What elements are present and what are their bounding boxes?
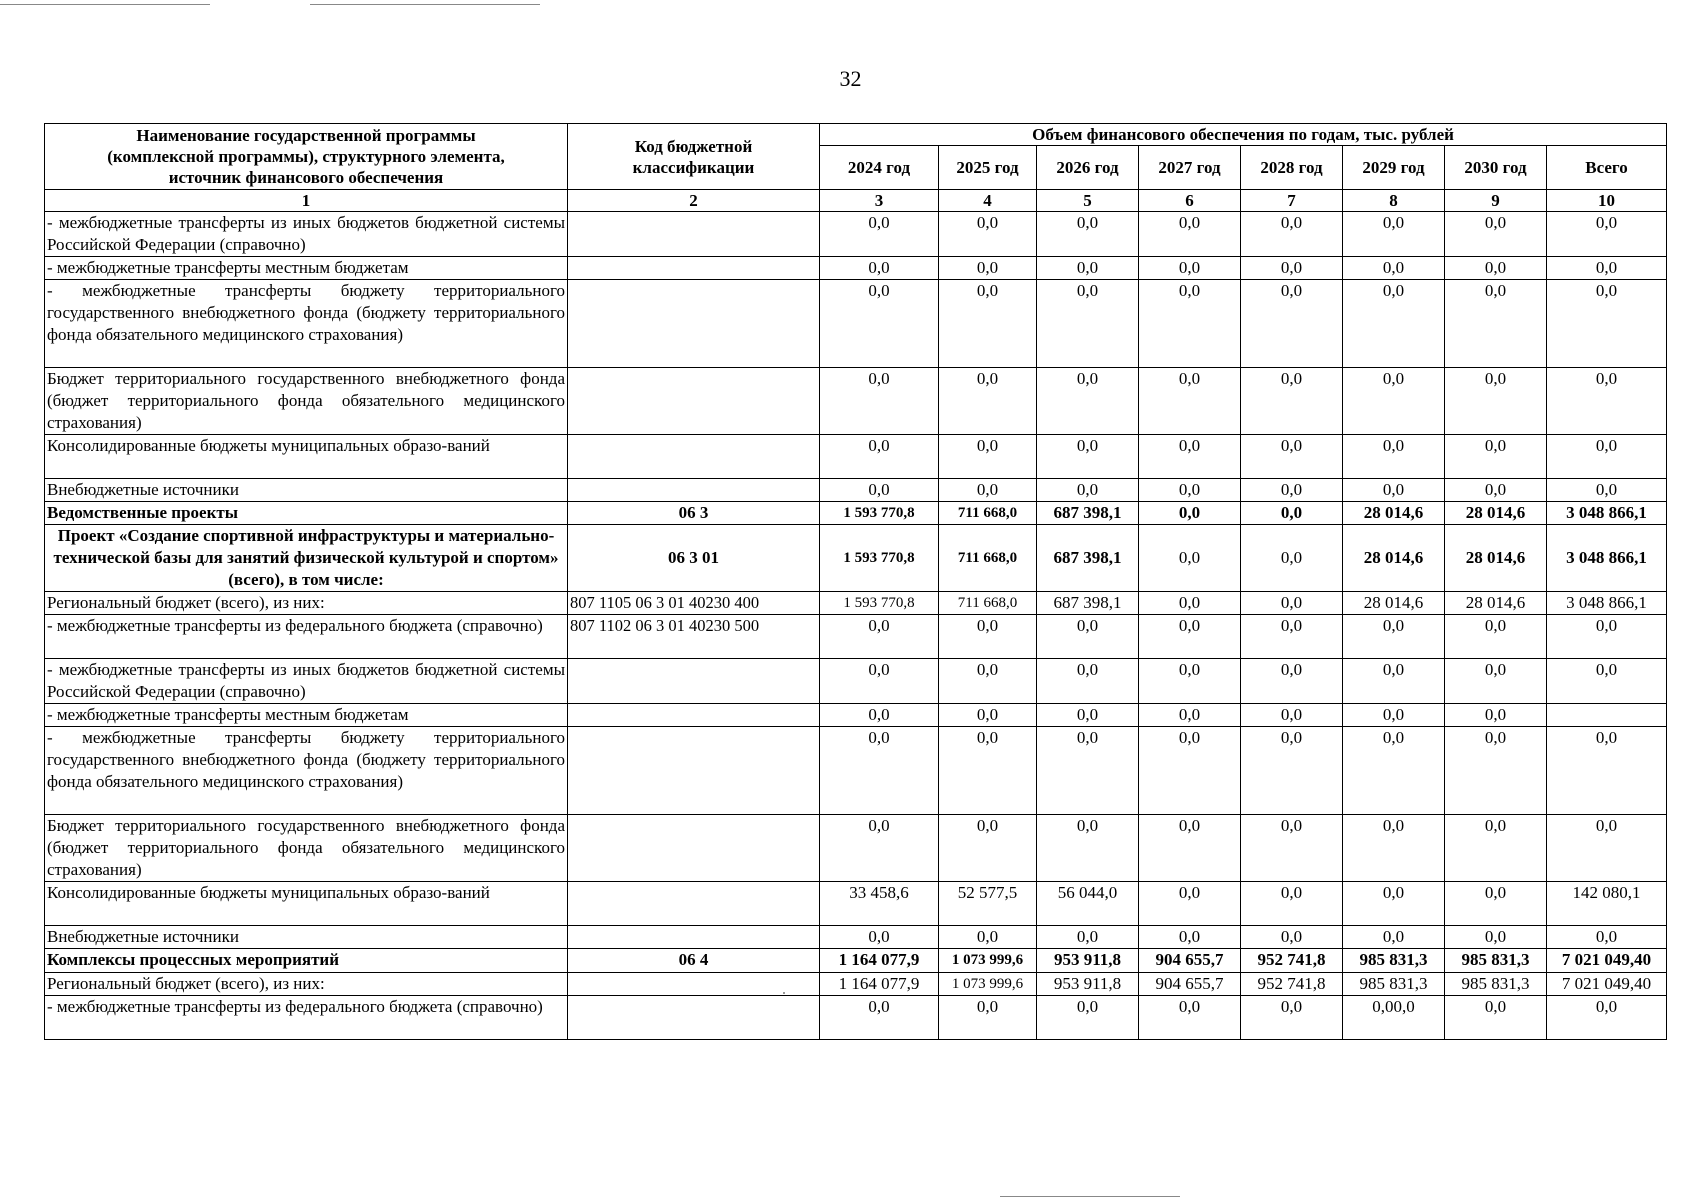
row-value-cell: 0,0 xyxy=(1343,368,1445,435)
row-value-cell: 0,0 xyxy=(1241,882,1343,926)
row-code-cell xyxy=(568,479,820,502)
header-total: Всего xyxy=(1547,146,1667,190)
scan-edge-line xyxy=(310,4,540,5)
row-value-cell: 0,0 xyxy=(820,479,939,502)
row-value-cell: 1 073 999,6 xyxy=(939,949,1037,973)
row-value-cell: 0,0 xyxy=(1445,435,1547,479)
header-year: 2030 год xyxy=(1445,146,1547,190)
budget-table xyxy=(44,123,1667,1040)
row-total-cell: 7 021 049,40 xyxy=(1547,949,1667,973)
row-value-cell: 0,0 xyxy=(1343,257,1445,280)
row-value-cell: 0,0 xyxy=(820,659,939,704)
table-row xyxy=(45,615,1667,659)
row-value-cell: 0,0 xyxy=(939,368,1037,435)
row-value-cell: 0,0 xyxy=(820,435,939,479)
row-total-cell: 3 048 866,1 xyxy=(1547,525,1667,592)
row-value-cell: 0,0 xyxy=(1445,257,1547,280)
row-value-cell: 0,0 xyxy=(1343,212,1445,257)
header-year: 2026 год xyxy=(1037,146,1139,190)
row-name-cell: - межбюджетные трансферты из федерального бюджета (справочно) xyxy=(45,615,568,659)
row-value-cell: 0,0 xyxy=(1139,368,1241,435)
row-value-cell: 0,0 xyxy=(939,257,1037,280)
table-row xyxy=(45,435,1667,479)
row-value-cell: 0,0 xyxy=(1241,368,1343,435)
row-value-cell: 0,0 xyxy=(1139,882,1241,926)
row-value-cell: 0,0 xyxy=(1343,882,1445,926)
row-value-cell: 0,0 xyxy=(1139,502,1241,525)
row-value-cell: 0,0 xyxy=(1139,435,1241,479)
row-value-cell: 904 655,7 xyxy=(1139,949,1241,973)
row-name-cell: Консолидированные бюджеты муниципальных образо-ваний xyxy=(45,435,568,479)
header-year: 2025 год xyxy=(939,146,1037,190)
row-code-cell xyxy=(568,435,820,479)
page-number: 32 xyxy=(839,66,862,91)
row-value-cell: 0,0 xyxy=(1139,212,1241,257)
row-code-cell xyxy=(568,996,820,1040)
row-value-cell: 0,0 xyxy=(1037,659,1139,704)
table-row xyxy=(45,592,1667,615)
row-value-cell: 0,0 xyxy=(1445,659,1547,704)
row-value-cell: 0,0 xyxy=(1037,435,1139,479)
row-total-cell: 0,0 xyxy=(1547,257,1667,280)
row-value-cell: 0,0 xyxy=(1037,704,1139,727)
row-name-cell: Ведомственные проекты xyxy=(45,502,568,525)
column-number: 10 xyxy=(1547,190,1667,212)
row-value-cell: 0,0 xyxy=(1139,257,1241,280)
table-row xyxy=(45,973,1667,996)
row-total-cell: 0,0 xyxy=(1547,615,1667,659)
row-value-cell: 0,0 xyxy=(1241,280,1343,368)
row-value-cell: 0,0 xyxy=(939,926,1037,949)
row-code-cell xyxy=(568,882,820,926)
column-number: 6 xyxy=(1139,190,1241,212)
column-number: 8 xyxy=(1343,190,1445,212)
row-name-cell: Проект «Создание спортивной инфраструктуры и материально-технической базы для занятий физической культурой и спортом» (всего), в том числе: xyxy=(45,525,568,592)
row-value-cell: 0,0 xyxy=(1241,502,1343,525)
row-value-cell: 0,00,0 xyxy=(1343,996,1445,1040)
table-row xyxy=(45,704,1667,727)
row-value-cell: 1 164 077,9 xyxy=(820,949,939,973)
row-value-cell: 0,0 xyxy=(1037,815,1139,882)
row-value-cell: 28 014,6 xyxy=(1343,592,1445,615)
row-value-cell: 0,0 xyxy=(1445,926,1547,949)
row-value-cell: 0,0 xyxy=(1241,815,1343,882)
row-value-cell: 0,0 xyxy=(820,815,939,882)
row-value-cell: 0,0 xyxy=(1445,479,1547,502)
row-total-cell xyxy=(1547,704,1667,727)
row-code-cell xyxy=(568,815,820,882)
row-value-cell: 0,0 xyxy=(820,280,939,368)
row-value-cell: 0,0 xyxy=(820,212,939,257)
row-value-cell: 28 014,6 xyxy=(1445,525,1547,592)
row-value-cell: 0,0 xyxy=(939,996,1037,1040)
table-row xyxy=(45,502,1667,525)
row-value-cell: 0,0 xyxy=(820,996,939,1040)
table-row xyxy=(45,882,1667,926)
table-row xyxy=(45,479,1667,502)
row-code-cell: 06 4 xyxy=(568,949,820,973)
row-name-cell: Региональный бюджет (всего), из них: xyxy=(45,973,568,996)
row-total-cell: 0,0 xyxy=(1547,479,1667,502)
row-code-cell xyxy=(568,926,820,949)
row-value-cell: 985 831,3 xyxy=(1445,949,1547,973)
row-value-cell: 28 014,6 xyxy=(1445,592,1547,615)
row-value-cell: 985 831,3 xyxy=(1343,949,1445,973)
column-number-row xyxy=(45,190,1667,212)
row-name-cell: - межбюджетные трансферты местным бюджетам xyxy=(45,704,568,727)
row-value-cell: 0,0 xyxy=(1343,659,1445,704)
row-code-cell: 06 3 xyxy=(568,502,820,525)
row-name-cell: - межбюджетные трансферты из иных бюджетов бюджетной системы Российской Федерации (справочно) xyxy=(45,212,568,257)
row-name-cell: Консолидированные бюджеты муниципальных образо-ваний xyxy=(45,882,568,926)
row-value-cell: 0,0 xyxy=(1139,592,1241,615)
table-row xyxy=(45,525,1667,592)
row-name-cell: - межбюджетные трансферты бюджету территориального государственного внебюджетного фонда (бюджету территориального фонда обязательного медицинского страхования) xyxy=(45,727,568,815)
header-year: 2028 год xyxy=(1241,146,1343,190)
row-value-cell: 0,0 xyxy=(1139,926,1241,949)
row-value-cell: 0,0 xyxy=(1139,615,1241,659)
table-body xyxy=(45,212,1667,1040)
row-name-cell: - межбюджетные трансферты из федерального бюджета (справочно) xyxy=(45,996,568,1040)
row-name-cell: Региональный бюджет (всего), из них: xyxy=(45,592,568,615)
row-value-cell: 28 014,6 xyxy=(1445,502,1547,525)
row-value-cell: 0,0 xyxy=(1343,727,1445,815)
row-value-cell: 0,0 xyxy=(1037,280,1139,368)
row-value-cell: 1 593 770,8 xyxy=(820,525,939,592)
row-value-cell: 0,0 xyxy=(1445,280,1547,368)
row-value-cell: 0,0 xyxy=(1445,996,1547,1040)
column-number: 2 xyxy=(568,190,820,212)
row-code-cell xyxy=(568,973,820,996)
scan-edge-line xyxy=(0,4,210,5)
row-name-cell: Внебюджетные источники xyxy=(45,479,568,502)
row-value-cell: 0,0 xyxy=(1445,704,1547,727)
row-total-cell: 3 048 866,1 xyxy=(1547,502,1667,525)
row-value-cell: 985 831,3 xyxy=(1445,973,1547,996)
row-value-cell: 0,0 xyxy=(939,212,1037,257)
row-value-cell: 0,0 xyxy=(939,479,1037,502)
table-row xyxy=(45,949,1667,973)
row-name-cell: - межбюджетные трансферты из иных бюджетов бюджетной системы Российской Федерации (справочно) xyxy=(45,659,568,704)
table-row xyxy=(45,280,1667,368)
row-value-cell: 0,0 xyxy=(1241,615,1343,659)
row-value-cell: 0,0 xyxy=(1037,257,1139,280)
row-value-cell: 0,0 xyxy=(1343,704,1445,727)
row-value-cell: 0,0 xyxy=(1445,815,1547,882)
column-number: 7 xyxy=(1241,190,1343,212)
row-value-cell: 0,0 xyxy=(939,659,1037,704)
row-value-cell: 0,0 xyxy=(1241,479,1343,502)
row-total-cell: 7 021 049,40 xyxy=(1547,973,1667,996)
row-total-cell: 0,0 xyxy=(1547,368,1667,435)
row-total-cell: 0,0 xyxy=(1547,727,1667,815)
row-value-cell: 0,0 xyxy=(1445,368,1547,435)
row-code-cell xyxy=(568,659,820,704)
header-volume-column: Объем финансового обеспечения по годам, тыс. рублей xyxy=(820,124,1667,146)
row-value-cell: 0,0 xyxy=(1241,926,1343,949)
table-row xyxy=(45,926,1667,949)
row-value-cell: 687 398,1 xyxy=(1037,502,1139,525)
row-value-cell: 1 164 077,9 xyxy=(820,973,939,996)
row-value-cell: 0,0 xyxy=(820,926,939,949)
row-value-cell: 0,0 xyxy=(1037,926,1139,949)
row-value-cell: 985 831,3 xyxy=(1343,973,1445,996)
row-value-cell: 1 593 770,8 xyxy=(820,592,939,615)
row-value-cell: 0,0 xyxy=(1139,727,1241,815)
row-value-cell: 0,0 xyxy=(1343,926,1445,949)
row-value-cell: 0,0 xyxy=(939,615,1037,659)
row-value-cell: 0,0 xyxy=(1037,368,1139,435)
scan-edge-line xyxy=(1000,1196,1180,1197)
row-value-cell: 953 911,8 xyxy=(1037,973,1139,996)
row-name-cell: - межбюджетные трансферты местным бюджетам xyxy=(45,257,568,280)
row-value-cell: 0,0 xyxy=(1037,212,1139,257)
row-value-cell: 1 073 999,6 xyxy=(939,973,1037,996)
row-name-cell: - межбюджетные трансферты бюджету территориального государственного внебюджетного фонда (бюджету территориального фонда обязательного медицинского страхования) xyxy=(45,280,568,368)
row-value-cell: 953 911,8 xyxy=(1037,949,1139,973)
row-value-cell: 0,0 xyxy=(939,704,1037,727)
row-value-cell: 687 398,1 xyxy=(1037,525,1139,592)
row-value-cell: 0,0 xyxy=(1139,815,1241,882)
row-value-cell: 0,0 xyxy=(1241,212,1343,257)
row-total-cell: 0,0 xyxy=(1547,815,1667,882)
row-value-cell: 1 593 770,8 xyxy=(820,502,939,525)
row-value-cell: 952 741,8 xyxy=(1241,949,1343,973)
row-total-cell: 3 048 866,1 xyxy=(1547,592,1667,615)
row-value-cell: 0,0 xyxy=(1241,435,1343,479)
row-name-cell: Внебюджетные источники xyxy=(45,926,568,949)
table-row xyxy=(45,659,1667,704)
row-value-cell: 0,0 xyxy=(1241,704,1343,727)
row-value-cell: 0,0 xyxy=(1037,615,1139,659)
header-code-column: Код бюджетной классификации xyxy=(568,124,820,190)
row-code-cell xyxy=(568,368,820,435)
row-value-cell: 52 577,5 xyxy=(939,882,1037,926)
row-value-cell: 0,0 xyxy=(1139,280,1241,368)
row-value-cell: 0,0 xyxy=(820,368,939,435)
row-value-cell: 0,0 xyxy=(1241,592,1343,615)
row-value-cell: 0,0 xyxy=(820,704,939,727)
row-value-cell: 0,0 xyxy=(820,727,939,815)
row-code-cell xyxy=(568,212,820,257)
row-value-cell: 0,0 xyxy=(1343,815,1445,882)
row-value-cell: 0,0 xyxy=(1037,727,1139,815)
column-number: 3 xyxy=(820,190,939,212)
scan-speck xyxy=(783,992,785,994)
row-value-cell: 904 655,7 xyxy=(1139,973,1241,996)
row-value-cell: 0,0 xyxy=(1445,882,1547,926)
row-value-cell: 0,0 xyxy=(1139,479,1241,502)
column-number: 4 xyxy=(939,190,1037,212)
row-value-cell: 0,0 xyxy=(1139,659,1241,704)
header-year: 2027 год xyxy=(1139,146,1241,190)
row-code-cell xyxy=(568,727,820,815)
row-value-cell: 0,0 xyxy=(1343,280,1445,368)
table-row xyxy=(45,727,1667,815)
row-value-cell: 0,0 xyxy=(820,257,939,280)
row-value-cell: 0,0 xyxy=(939,727,1037,815)
row-value-cell: 0,0 xyxy=(1139,525,1241,592)
row-total-cell: 0,0 xyxy=(1547,280,1667,368)
row-value-cell: 0,0 xyxy=(1037,996,1139,1040)
row-code-cell: 807 1105 06 3 01 40230 400 xyxy=(568,592,820,615)
row-value-cell: 0,0 xyxy=(1445,727,1547,815)
row-value-cell: 0,0 xyxy=(939,280,1037,368)
row-value-cell: 0,0 xyxy=(1343,479,1445,502)
row-value-cell: 28 014,6 xyxy=(1343,502,1445,525)
row-total-cell: 0,0 xyxy=(1547,659,1667,704)
row-code-cell xyxy=(568,257,820,280)
row-code-cell: 807 1102 06 3 01 40230 500 xyxy=(568,615,820,659)
column-number: 9 xyxy=(1445,190,1547,212)
table-row xyxy=(45,368,1667,435)
row-value-cell: 0,0 xyxy=(1343,615,1445,659)
row-total-cell: 0,0 xyxy=(1547,996,1667,1040)
row-value-cell: 0,0 xyxy=(1241,257,1343,280)
row-value-cell: 0,0 xyxy=(1343,435,1445,479)
row-value-cell: 0,0 xyxy=(1241,525,1343,592)
row-value-cell: 33 458,6 xyxy=(820,882,939,926)
row-name-cell: Бюджет территориального государственного внебюджетного фонда (бюджет территориального фонда обязательного медицинского страхования) xyxy=(45,368,568,435)
row-value-cell: 0,0 xyxy=(939,435,1037,479)
row-total-cell: 0,0 xyxy=(1547,435,1667,479)
table-row xyxy=(45,996,1667,1040)
row-total-cell: 0,0 xyxy=(1547,212,1667,257)
row-value-cell: 0,0 xyxy=(1139,996,1241,1040)
row-code-cell xyxy=(568,704,820,727)
row-code-cell xyxy=(568,280,820,368)
table-row xyxy=(45,257,1667,280)
row-value-cell: 0,0 xyxy=(1445,212,1547,257)
row-value-cell: 687 398,1 xyxy=(1037,592,1139,615)
row-value-cell: 0,0 xyxy=(1241,727,1343,815)
column-number: 5 xyxy=(1037,190,1139,212)
row-value-cell: 711 668,0 xyxy=(939,525,1037,592)
header-year: 2029 год xyxy=(1343,146,1445,190)
row-total-cell: 142 080,1 xyxy=(1547,882,1667,926)
table-row xyxy=(45,815,1667,882)
row-value-cell: 711 668,0 xyxy=(939,502,1037,525)
table-row xyxy=(45,212,1667,257)
row-value-cell: 0,0 xyxy=(1241,996,1343,1040)
column-number: 1 xyxy=(45,190,568,212)
header-year: 2024 год xyxy=(820,146,939,190)
row-value-cell: 28 014,6 xyxy=(1343,525,1445,592)
row-value-cell: 0,0 xyxy=(1241,659,1343,704)
row-value-cell: 56 044,0 xyxy=(1037,882,1139,926)
row-value-cell: 952 741,8 xyxy=(1241,973,1343,996)
table-header xyxy=(45,124,1667,212)
row-value-cell: 0,0 xyxy=(1037,479,1139,502)
row-code-cell: 06 3 01 xyxy=(568,525,820,592)
header-name-column: Наименование государственной программы (комплексной программы), структурного элемента, источник финансового обеспечения xyxy=(45,124,568,190)
row-total-cell: 0,0 xyxy=(1547,926,1667,949)
row-value-cell: 0,0 xyxy=(1139,704,1241,727)
row-value-cell: 0,0 xyxy=(820,615,939,659)
row-name-cell: Бюджет территориального государственного внебюджетного фонда (бюджет территориального фонда обязательного медицинского страхования) xyxy=(45,815,568,882)
row-value-cell: 0,0 xyxy=(1445,615,1547,659)
row-name-cell: Комплексы процессных мероприятий xyxy=(45,949,568,973)
row-value-cell: 711 668,0 xyxy=(939,592,1037,615)
row-value-cell: 0,0 xyxy=(939,815,1037,882)
